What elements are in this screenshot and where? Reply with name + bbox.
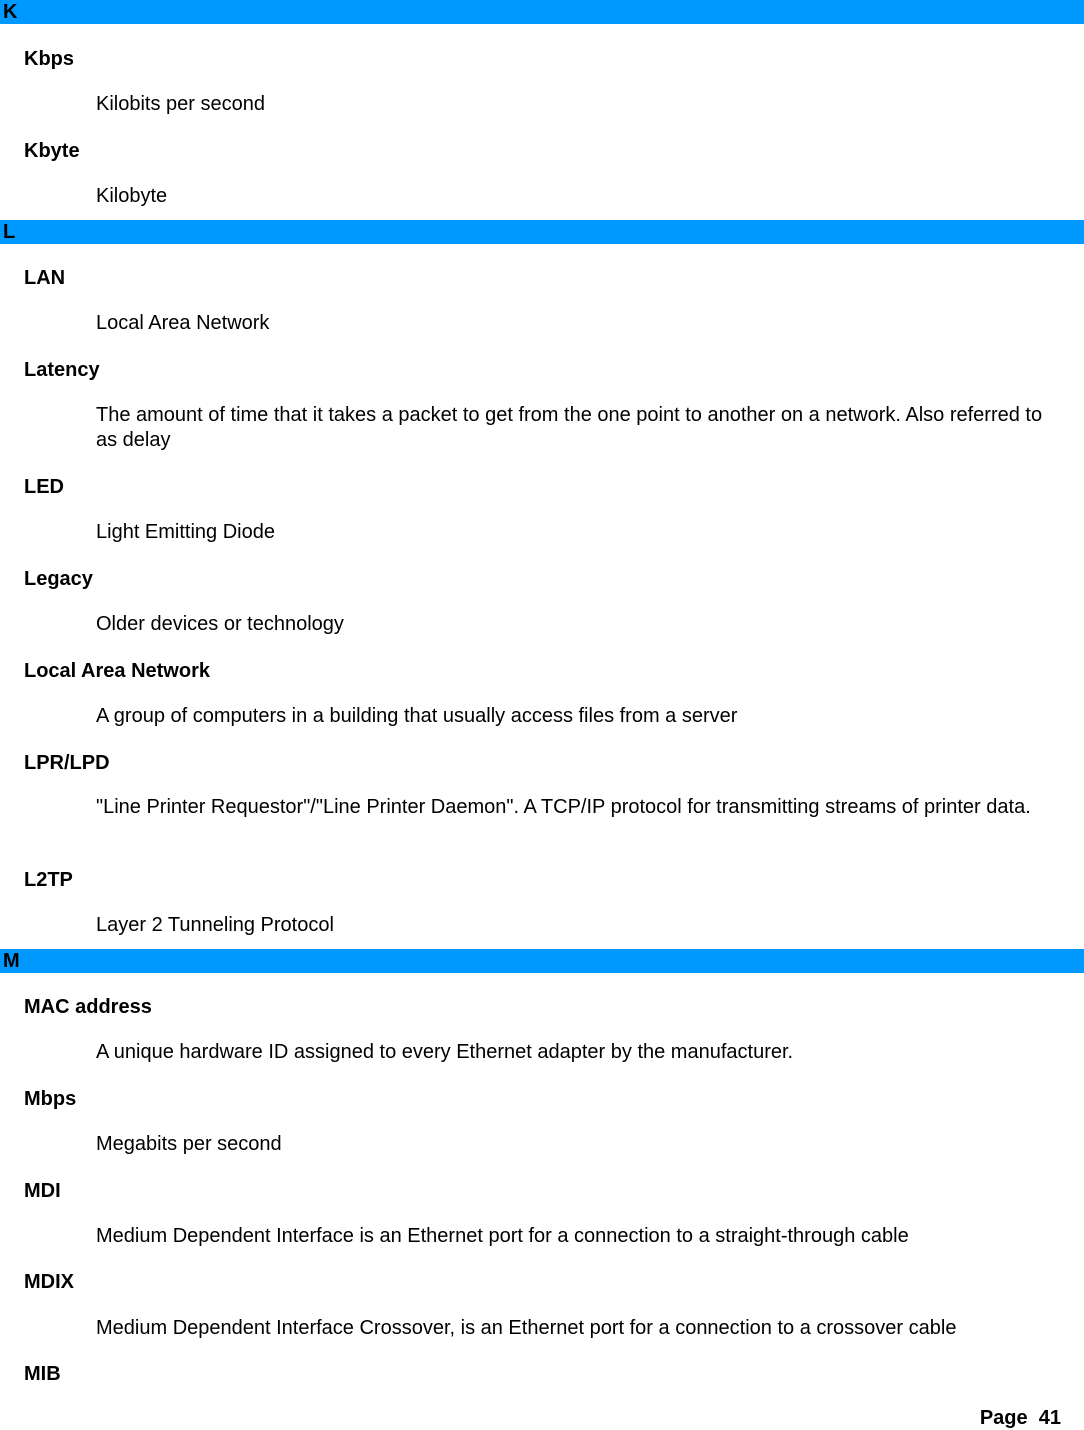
term-mdi: MDI [24,1180,61,1202]
term-l2tp: L2TP [24,869,73,891]
term-kbyte: Kbyte [24,140,80,162]
term-led: LED [24,476,64,498]
definition-lan: Local Area Network [96,312,270,334]
term-local-area-network: Local Area Network [24,660,210,682]
section-header-m: M [0,949,1084,973]
definition-l2tp: Layer 2 Tunneling Protocol [96,914,334,936]
definition-legacy: Older devices or technology [96,613,344,635]
term-legacy: Legacy [24,568,93,590]
definition-kbyte: Kilobyte [96,185,168,207]
definition-kbps: Kilobits per second [96,93,265,115]
definition-mac-address: A unique hardware ID assigned to every Ethernet adapter by the manufacturer. [96,1041,794,1063]
page-number: Page 41 [979,1407,1061,1429]
term-mib: MIB [24,1363,61,1385]
term-mdix: MDIX [24,1271,74,1293]
definition-lpr-lpd: "Line Printer Requestor"/"Line Printer Daemon". A TCP/IP protocol for transmitting streams of printer data. [96,796,1031,818]
definition-led: Light Emitting Diode [96,521,275,543]
term-mbps: Mbps [24,1088,77,1110]
definition-latency: The amount of time that it takes a packet to get from the one point to another on a network. Also referred to as delay [96,404,1043,451]
definition-mdi: Medium Dependent Interface is an Ethernet port for a connection to a straight-through cable [96,1225,909,1247]
term-lan: LAN [24,267,66,289]
section-header-k: K [0,0,1084,24]
term-lpr-lpd: LPR/LPD [24,752,110,774]
section-header-l: L [0,220,1084,244]
definition-mbps: Megabits per second [96,1133,282,1155]
definition-local-area-network: A group of computers in a building that usually access files from a server [96,705,738,727]
definition-mdix: Medium Dependent Interface Crossover, is an Ethernet port for a connection to a crossover cable [96,1317,957,1339]
term-mac-address: MAC address [24,996,152,1018]
term-kbps: Kbps [24,48,74,70]
term-latency: Latency [24,359,100,381]
